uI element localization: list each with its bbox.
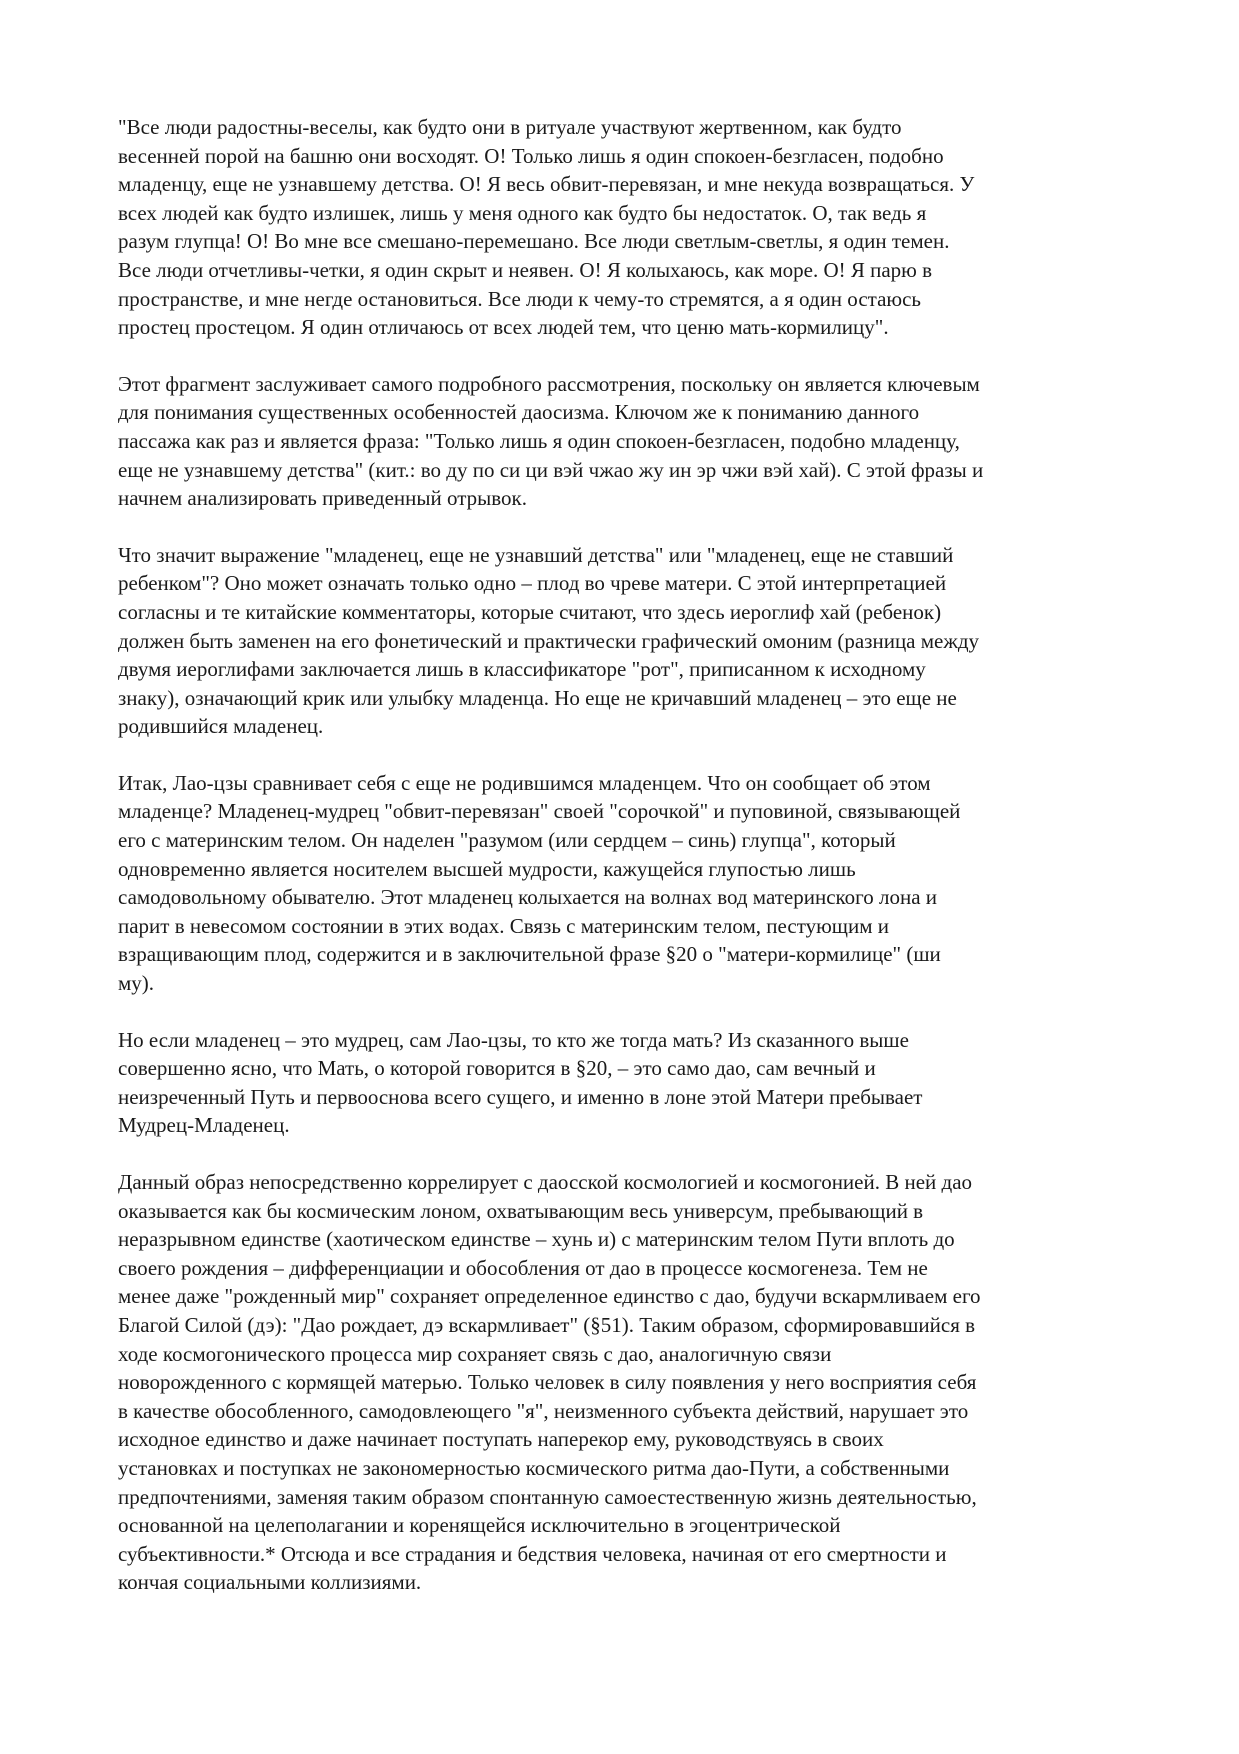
paragraph-quote: "Все люди радостны-веселы, как будто они в ритуале участвуют жертвенном, как будто весенней порой на башню они восходят. О! Только лишь я один спокоен-безгласен, подобно младенцу, еще не узнавшему детства. О! Я весь обвит-перевязан, и мне некуда возвращаться. У всех людей как будто излишек, лишь у меня одного как будто бы недостаток. О, так ведь я разум глупца! О! Во мне все смешано-перемешано. Все люди светлым-светлы, я один темен. Все люди отчетливы-четки, я один скрыт и неявен. О! Я колыхаюсь, как море. О! Я парю в пространстве, и мне негде остановиться. Все люди к чему-то стремятся, а я один остаюсь простец простецом. Я один отличаюсь от всех людей тем, что ценю мать-кормилицу". [118,115,975,340]
paragraph-lao-tzu-infant: Итак, Лао-цзы сравнивает себя с еще не родившимся младенцем. Что он сообщает об этом младенце? Младенец-мудрец "обвит-перевязан" своей "сорочкой" и пуповиной, связывающей его с материнским телом. Он наделен "разумом (или сердцем – синь) глупца", который одновременно является носителем высшей мудрости, кажущейся глупостью лишь самодовольному обывателю. Этот младенец колыхается на волнах вод материнского лона и парит в невесомом состоянии в этих водах. Связь с материнским телом, пестующим и взращивающим плод, содержится и в заключительной фразе §20 о "матери-кормилице" (ши му). [118,770,961,996]
paragraph-fragment-analysis: Этот фрагмент заслуживает самого подробного рассмотрения, поскольку он является ключевым для понимания существенных особенностей даосизма. Ключом же к пониманию данного пассажа как раз и является фраза: "Только лишь я один спокоен-безгласен, подобно младенцу, еще не узнавшему детства" (кит.: во ду по си ци вэй чжао жу ин эр чжи вэй хай). С этой фразы и начнем анализировать приведенный отрывок. [118,371,984,511]
paragraph-cosmology: Данный образ непосредственно коррелирует с даосской космологией и космогонией. В ней дао оказывается как бы космическим лоном, охватывающим весь универсум, пребывающий в неразрывном единстве (хаотическом единстве – хунь и) с материнским телом Пути вплоть до своего рождения – дифференциации и обособления от дао в процессе космогенеза. Тем не менее даже "рожденный мир" сохраняет определенное единство с дао, будучи вскармливаем его Благой Силой (дэ): "Дао рождает, дэ вскармливает" (§51). Таким образом, сформировавшийся в ходе космогонического процесса мир сохраняет связь с дао, аналогичную связи новорожденного с кормящей матерью. Только человек в силу появления у него восприятия себя в качестве обособленного, самодовлеющего "я", неизменного субъекта действий, нарушает это исходное единство и даже начинает поступать наперекор ему, руководствуясь в своих установках и поступках не закономерностью космического ритма дао-Пути, а собственными предпочтениями, заменяя таким образом спонтанную самоестественную жизнь деятельностью, основанной на целеполагании и коренящейся исключительно в эгоцентрической субъективности.* Отсюда и все страдания и бедствия человека, начиная от его смертности и кончая социальными коллизиями. [118,1170,981,1595]
document-body [118,113,1158,1625]
paragraph-mother-dao: Но если младенец – это мудрец, сам Лао-цзы, то кто же тогда мать? Из сказанного выше совершенно ясно, что Мать, о которой говорится в §20, – это само дао, сам вечный и неизреченный Путь и первооснова всего сущего, и именно в лоне этой Матери пребывает Мудрец-Младенец. [118,1027,923,1138]
paragraph-infant-meaning: Что значит выражение "младенец, еще не узнавший детства" или "младенец, еще не ставший ребенком"? Оно может означать только одно – плод во чреве матери. С этой интерпретацией согласны и те китайские комментаторы, которые считают, что здесь иероглиф хай (ребенок) должен быть заменен на его фонетический и практически графический омоним (разница между двумя иероглифами заключается лишь в классификаторе "рот", приписанном к исходному знаку), означающий крик или улыбку младенца. Но еще не кричавший младенец – это еще не родившийся младенец. [118,542,980,739]
